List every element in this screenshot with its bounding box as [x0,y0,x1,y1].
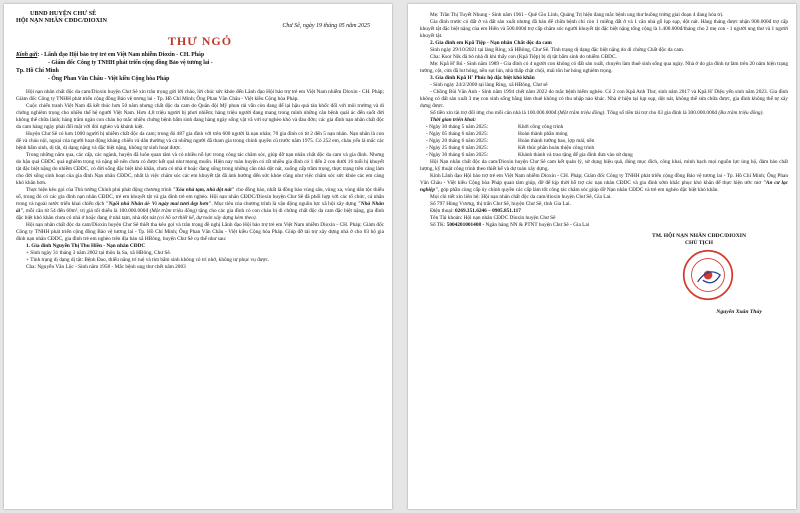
paragraph-request: Hội nạn nhân chất độc da cam/Dioxin huyện Chư Sê thiết tha kêu gọi và trân trọng đề nghị Lãnh đạo Hội bảo trợ trẻ em Việt Nam nhiễm Dioxin - CH. Pháp; Giám đốc Công ty TNHH phát triển cộng đồng Bảo vệ tương lai - Tp. Hồ Chí Minh; Ông Phan Văn Châu - Việt kiều Cộng hòa Pháp. Giúp đỡ tài trợ xây dựng nhà ở cho 03 hộ gia đình nạn nhân CĐDC, gia đình trẻ em nghèo trên địa bàn xã HBông, huyện Chư Sê cụ thể như sau: [16,222,384,242]
paragraph-appeal: Kính Lãnh đạo Hội bảo trợ trẻ em Việt Nam nhiễm Dioxin - CH. Pháp; Giám đốc Công ty TNHH phát triển cộng đồng Bảo vệ tương lai - Tp. Hồ Chí Minh; Ông Phan Văn Châu - Việt kiều Cộng hòa Pháp quan tâm giúp, đỡ để kịp thời hỗ trợ các nạn nhân CĐDC và gia đình sớm khắc phục khó khăn để thực hiện ước mơ "An cư lạc nghiệp", góp phần cùng cấp ủy chính quyền các cấp làm tốt công tác chăm sóc giúp đỡ Nạn nhân CĐDC và trẻ em nghèo đặc biệt khó khăn. [420,173,788,193]
paragraph-district: Huyện Chư Sê có hơn 1000 người bị nhiễm chất độc da cam; trong đó 487 gia đình với trên 600 người là nạn nhân; 70 gia đình có từ 2 đến 5 nạn nhân. Nạn nhân là con để và cháu nội, ngoại của người hoạt động kháng chiến và dân thường và cả những người đã tham gia trong chính quyền cũ trước năm 1975. Có 252 em, cháu yếu là mắc các bệnh bẩm sinh, dị tật, dị dạng nặng và đặc biệt nặng, không tự sinh hoạt được. [16,131,384,151]
schedule-list [420,124,788,159]
paragraph-greeting: Hội nạn nhân chất độc da cam/Dioxin huyện Chư Sê xin trân trọng gửi lời chào, lời chúc sức khỏe đến Lãnh đạo Hội bảo trợ trẻ em Việt Nam nhiễm Dioxin - CH. Pháp; Giám đốc Công ty TNHH phát triển cộng đồng Bảo vệ tương lai - Tp. Hồ Chí Minh; Ông Phan Văn Châu - Việt kiều Cộng hòa Pháp. [16,89,384,102]
family-3-situation: - Chồng Bùi Văn Anh - Sinh năm 1994 chết năm 2022 do mắc bệnh hiểm nghèo. Có 2 con Kpă Anh Thư, sinh năm 2017 và Kpă H' Diệu yến sinh năm 2023. Gia đình không có đất sản xuất 3 mẹ con sinh sống bằng làm thuê không có thu nhập nào khác. Nhà ở hiện tại lụp sụp, dột nát, không thể sửa chữa được, gia đình không thể tự xây dựng được. [420,89,788,109]
recipient-2: - Giám đốc Công ty TNHH phát triển cộng đồng Bảo vệ tương lai - [48,60,213,66]
recipients [16,51,384,83]
family-1-birth: + Sinh ngày 31 tháng 3 năm 2002 tại thôn Ia Sa, xã HBông, Chư Sê. [26,250,172,256]
recipient-1: : - Lãnh đạo Hội bảo trợ trẻ em Việt Nam nhiễm Dioxin - CH. Pháp [37,52,205,58]
schedule-title: Thời gian triển khai: [430,117,476,123]
signature-org: TM. HỘI NẠN NHÂN CĐDC/DIOXIN [651,233,746,239]
signature-block [420,233,788,333]
schedule-row: - Ngày 05 tháng 6 năm 2025: Hoàn thành phần móng [426,131,568,137]
family-2-father: Cha: Ksor Nik đã bỏ nhà đi khi thấy con (Kpă Tiệp) bị dị tật bẩm sinh do nhiễm CĐDC. [430,54,617,60]
org-line-1: UBND HUYỆN CHƯ SÊ [30,10,97,17]
account-name: Tên Tài khoản: Hội nạn nhân CĐDC Dioxin huyện Chư Sê [430,215,556,221]
family-1-situation: Gia đình trước có đất ở và đất sản xuất nhưng đã bán để chữa bệnh chỉ còn 1 miếng đất ở và 1 căn nhà gỗ lụp sụp, dột nát. Hàng tháng được nhận 900.000đ trợ cấp khuyết tật đặc biệt nặng của em Hiền và 500.000đ trợ cấp chăm sóc người khuyết tật đặc biệt nặng tổng cộng là 1.400.000đ/tháng cho 2 mẹ con - 1 người ung thư và 1 người khuyết tật. [420,19,788,39]
letter-page-1 [4,4,392,509]
letter-date: Chư Sê, ngày 19 tháng 05 năm 2025 [282,23,370,29]
family-2-heading: 2. Gia đình em Kpă Tiệp - Nạn nhân Chất độc da cam [430,40,552,46]
family-2-birth: Sinh ngày 29/10/2021 tại làng Ring, xã HBông, Chư Sê. Tình trạng dị dạng đặc biệt nặng do di chứng Chất độc da cam. [430,47,685,53]
schedule-row: - Ngày 30 tháng 6 năm 2025: Khánh thành và trao tặng để gia đình đưa vào sử dụng [426,152,633,158]
schedule-row: - Ngày 20 tháng 6 năm 2025: Hoàn thành tường bao, lợp mái, nền [426,138,595,144]
funding-amount: Số tiền xin tài trợ đối ứng cho mỗi căn nhà là 100.000.000đ (Một trăm triệu đồng). Tổng số tiền tài trợ cho 03 gia đình là 300.000.000đ (Ba trăm triệu đồng). [430,110,764,116]
contact-address: Số 797 Hùng Vương, thị trấn Chư Sê, huyện Chư Sê, tỉnh Gia Lai. [430,201,571,207]
signer-name: Nguyễn Xuân Thủy [716,309,762,315]
account-number: Số TK: 5004201001408 - Ngân hàng NN & PTNT huyện Chư Sê - Gia Lai [430,222,590,228]
family-3-heading: 3. Gia đình Kpă H' Phúc hộ đặc biệt khó khăn [430,75,535,81]
recipient-3: - Ông Phan Văn Châu - Việt kiều Cộng hòa Pháp [48,76,170,82]
contact-phone: Điện thoại: 0269.351.6246 – 0905.851.117 [430,208,521,214]
org-line-2: HỘI NẠN NHÂN CĐDC/DIOXIN [16,17,107,24]
signature-role: CHỦ TỊCH [684,240,714,246]
paragraph-campaign: Thực hiện kêu gọi của Thủ tướng Chính phủ phát động chương trình "Xóa nhà tạm, nhà dột nát" cho đồng bào, nhất là đồng bào vùng sâu, vùng xa, vùng dân tộc thiểu số, trong đó có các gia đình nạn nhân CĐDC, trẻ em khuyết tật và gia đình trẻ em nghèo. Hội nạn nhân CĐDC/Dioxin huyện Chư Sê đã phối hợp với các tổ chức, cá nhân trong và ngoài nước triển khai chiến dịch "Ngôi nhà Nhân ái- Vì ngày mai tươi đẹp hơn". Mục tiêu của chương trình là vận động nguồn lực xã hội xây dựng "Nhà Nhân ái", mỗi căn từ 54 đến 60m², trị giá tối thiểu là 100.000.000đ (Một trăm triệu đồng) tặng cho các gia đình có con cháu bị di chứng chất độc da cam đặc biệt nặng, gia đình đặc biệt khó khăn chưa có nhà ở hoặc đang ở nhà tạm, nhà dột nát (có hồ sơ thiết kế, dự toán xây dựng kèm theo). [16,187,384,221]
family-1-father: Cha: Nguyễn Văn Lộc - Sinh năm 1958 - Mắc bệnh ung thư chết năm 2003 [26,264,186,270]
paragraph-efforts: Trong những năm qua, các cấp, các ngành, huyện đã luôn quan tâm và có nhiều nỗ lực trong công tác chăm sóc, giúp đỡ nạn nhân chất độc da cam và gia đình. Nhưng do hậu quả CĐDC quá nghiêm trọng và nặng nề nên chưa có được kết quả như mong muốn. Hiện nay toàn huyện có rất nhiều gia đình có 1 đến 2 con dưới 16 tuổi bị khuyết tật đặc biệt nặng do nhiễm CĐDC, có đời sống đặc biệt khó khăn, chưa có nhà ở hoặc đang sống trong những căn nhà dột nát, xuống cấp trầm trọng, thực trạng trên càng làm cho đời sống sinh hoạt của gia đình Nạn nhân CĐDC, nhất là việc chăm sóc các em khuyết tật đã ảnh hưởng đến sức khỏe cũng như việc chăm sóc sức khỏe các em càng khó khăn hơn. [16,152,384,186]
family-2-mother: Mẹ: Kpă H' Bú - Sinh năm 1989 - Gia đình có 4 người con không có đất sản xuất, chuyên làm thuê sinh sống qua ngày. Nhà ở do gia đình tự làm trên 20 năm hiện trạng tường, cột, cửa đã hư hỏng, nền sụt lún, nhà thấp chật chội, mái tôn hư hỏng nghiêm trọng. [420,61,788,74]
paragraph-context: Cuộc chiến tranh Việt Nam đã kết thúc hơn 50 năm nhưng chất độc da cam do Quân đội Mỹ phun rải vẫn còn đang để lại hậu quả tàn khốc đối với môi trường và di chứng nghiêm trọng cho nhiều thế hệ người Việt Nam. Hơn 4,8 triệu người bị phơi nhiễm; hàng triệu người đang mang trong mình những căn bệnh quái ác đến suốt đời không thể chữa lành; hàng trăm ngàn con cháu họ mắc nhiều chứng bệnh bẩm sinh đang hàng ngày sống vật vã với sự nghèo khó và đau đớn; các gia đình nạn nhân chất độc da cam hàng ngày phải đối mặt với đói nghèo và khánh kiệt. [16,103,384,130]
family-3-birth: - Sinh ngày 24/2/2000 tại làng Ring, xã HBông, Chư sê [430,82,548,88]
contact-line: Mọi chi tiết xin liên hệ: Hội nạn nhân chất độc da cam/dioxin huyện Chư Sê, Gia Lai. [430,194,612,200]
letter-title: THƯ NGỎ [167,34,233,48]
red-seal-stamp [682,249,734,301]
family-1-heading: 1. Gia đình Nguyễn Thị Thu Hiền - Nạn nhân CĐDC [26,243,146,249]
header-org [16,10,384,24]
recipients-label: Kính gửi [16,52,38,58]
schedule-row: - Ngày 30 tháng 5 năm 2025: Khởi công công trình [426,124,564,130]
family-1-condition: + Tình trạng dị dạng dị tật: Bệnh Đao, thiểu năng trí tuệ và tim bẩm sinh không có trí nhớ, không tự phục vụ được. [26,257,270,263]
letter-page-2 [408,4,796,509]
paragraph-commitment: Hội Nạn nhân chất độc da cam/Dioxin huyện Chư Sê cam kết quản lý, sử dụng hiệu quả, đúng mục đích, công khai, minh bạch mọi nguồn lực ủng hộ, đảm bảo chất lượng, kỹ thuật công trình theo thiết kế và dự toán xây dựng. [420,159,788,172]
schedule-row: - Ngày 25 tháng 6 năm 2025: Kết thúc phần hoàn thiện công trình [426,145,595,151]
recipient-2-city: Tp. Hồ Chí Minh [16,68,59,74]
family-1-mother: Mẹ: Trần Thị Tuyết Nhung - Sinh năm 1961 - Quê Gio Linh, Quảng Trị hiện đang mắc bệnh ung thư buồng trứng giai đoạn 4 đang hóa trị. [430,12,724,18]
